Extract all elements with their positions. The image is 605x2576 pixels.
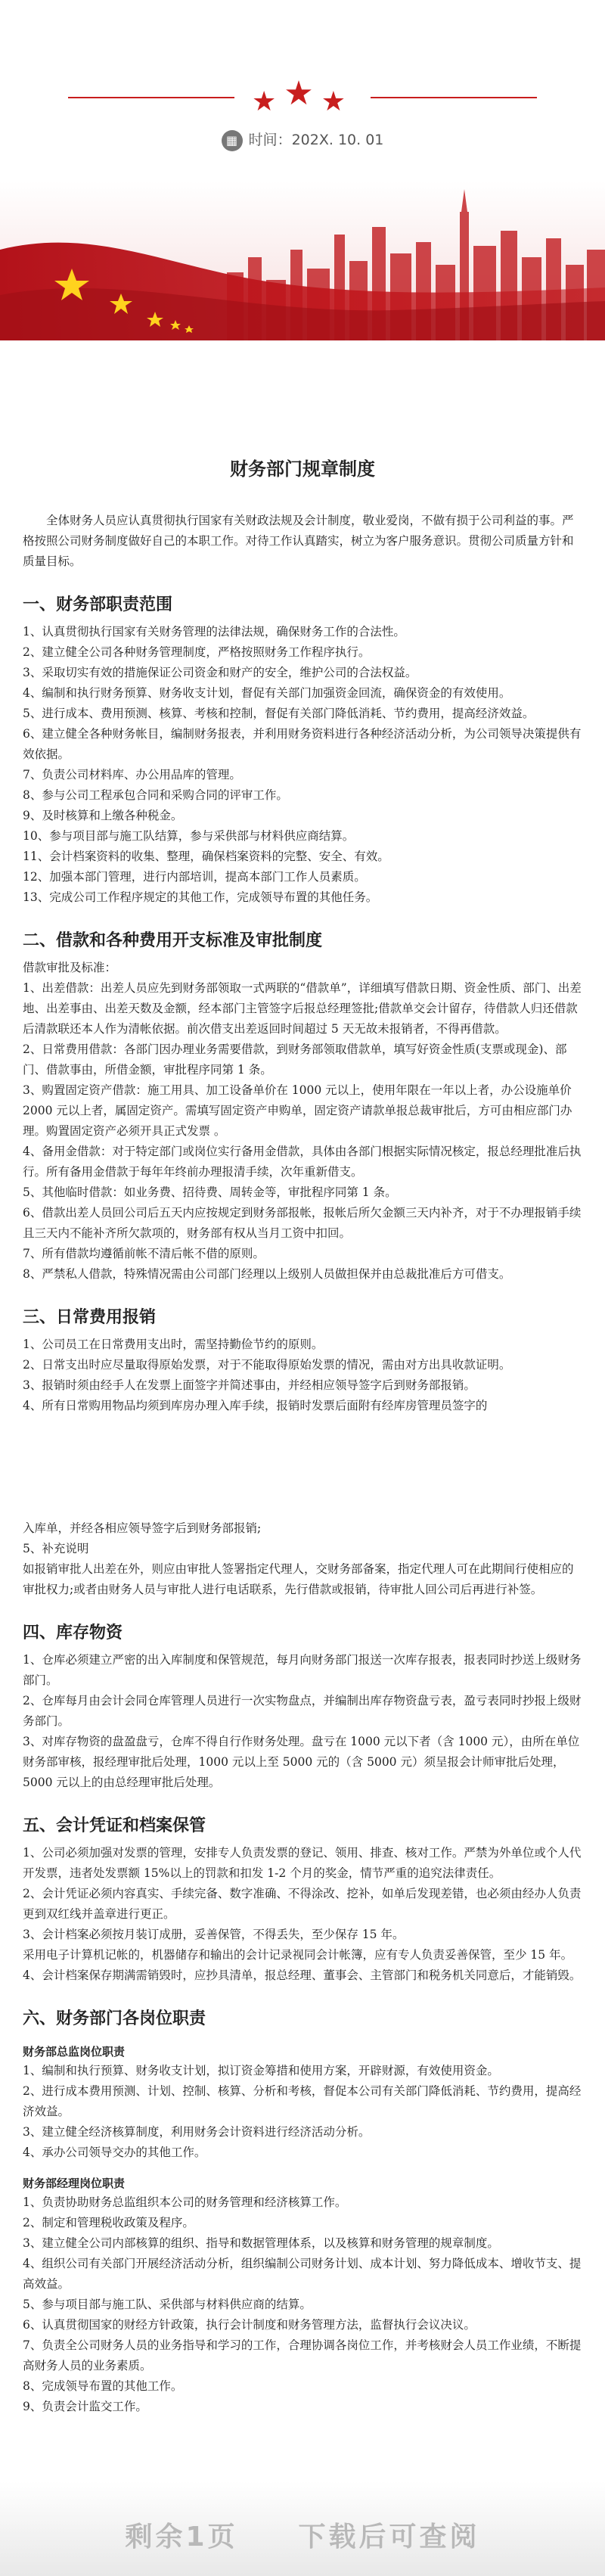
list-item: 1、出差借款：出差人员应先到财务部领取一式两联的“借款单”，详细填写借款日期、资金性质、部门、出差地、出差事由、出差天数及金额，经本部门主管签字后报总经理签批;借款单交会计留存，待借款人归还借款后清款联还本人作为清帐依据。前次借支出差返回时间超过 5 天无故未报销者，不得再借款。 (23, 981, 582, 1036)
list-item: 8、完成领导布置的其他工作。 (23, 2379, 183, 2393)
list-item: 3、采取切实有效的措施保证公司资金和财产的安全，维护公司的合法权益。 (23, 666, 417, 679)
list-item: 7、所有借款均遵循前帐不清后帐不借的原则。 (23, 1247, 265, 1260)
section-6a-list (23, 2061, 582, 2163)
list-item: 12、加强本部门管理，进行内部培训，提高本部门工作人员素质。 (23, 870, 366, 884)
list-item: 2、仓库每月由会计会同仓库管理人员进行一次实物盘点，并编制出库存物资盘亏表，盈亏表同时抄报上级财务部门。 (23, 1694, 582, 1728)
list-item: 6、认真贯彻国家的财经方针政策，执行会计制度和财务管理方法，监督执行会议决议。 (23, 2318, 476, 2332)
header-stars (0, 74, 605, 119)
list-item: 入库单，并经各相应领导签字后到财务部报销; (23, 1521, 262, 1535)
list-item: 9、负责会计监交工作。 (23, 2400, 147, 2413)
list-item: 2、日常费用借款：各部门因办理业务需要借款，到财务部领取借款单，填写好资金性质(支票或现金)、部门、借款事由，所借金额，审批程序同第 1 条。 (23, 1043, 567, 1077)
list-item: 5、进行成本、费用预测、核算、考核和控制，督促有关部门降低消耗、节约费用，提高经济效益。 (23, 707, 535, 720)
list-item: 1、认真贯彻执行国家有关财务管理的法律法规，确保财务工作的合法性。 (23, 625, 405, 639)
section-5-list (23, 1843, 582, 1986)
list-item: 3、购置固定资产借款：施工用具、加工设备单价在 1000 元以上，使用年限在一年以上者，办公设施单价 2000 元以上者，属固定资产。需填写固定资产申购单，固定资产请款单报总裁审批后，方可由相应部门办理。购置固定资产必须开具正式发票 。 (23, 1083, 572, 1138)
list-item: 3、报销时须由经手人在发票上面签字并简述事由，并经相应领导签字后到财务部报销。 (23, 1378, 476, 1392)
section-heading: 三、日常费用报销 (23, 1308, 157, 1327)
list-item: 1、仓库必须建立严密的出入库制度和保管规范，每月向财务部门报送一次库存报表，报表同时抄送上级财务部门。 (23, 1653, 582, 1687)
list-item: 4、备用金借款：对于特定部门或岗位实行备用金借款，具体由各部门根据实际情况核定，报总经理批准后执行。所有备用金借款于每年年终前办理报清手续，次年重新借支。 (23, 1145, 582, 1179)
list-item: 13、完成公司工作程序规定的其他工作，完成领导布置的其他任务。 (23, 890, 378, 904)
list-item: 8、严禁私人借款，特殊情况需由公司部门经理以上级别人员做担保并由总裁批准后方可借支。 (23, 1267, 511, 1281)
list-item: 4、编制和执行财务预算、财务收支计划，督促有关部门加强资金回流，确保资金的有效使用。 (23, 686, 511, 700)
list-item: 如报销审批人出差在外，则应由审批人签署指定代理人，交财务部备案，指定代理人可在此期间行使相应的审批权力;或者由财务人员与审批人进行电话联系，先行借款或报销，待审批人回公司后再进行补签。 (23, 1562, 574, 1596)
document-title: 财务部门规章制度 (230, 458, 375, 480)
intro-paragraph: 全体财务人员应认真贯彻执行国家有关财政法规及会计制度，敬业爱岗，不做有损于公司利益的事。严格按照公司财务制度做好自己的本职工作。对待工作认真踏实，树立为客户服务意识。贯彻公司质量方针和质量目标。 (23, 514, 574, 568)
list-item: 4、承办公司领导交办的其他工作。 (23, 2146, 206, 2159)
red-city-banner (0, 182, 605, 340)
star-icon: ★ (321, 86, 353, 117)
list-item: 2、进行成本费用预测、计划、控制、核算、分析和考核，督促本公司有关部门降低消耗、节约费用，提高经济效益。 (23, 2084, 582, 2118)
list-item: 6、建立健全各种财务帐目，编制财务报表，并利用财务资料进行各种经济活动分析，为公司领导决策提供有效依据。 (23, 727, 582, 761)
list-item: 6、借款出差人员回公司后五天内应按规定到财务部报帐，报帐后所欠金额三天内补齐，对于不办理报销手续且三天内不能补齐所欠款项的，财务部有权从当月工资中扣回。 (23, 1206, 582, 1240)
list-item: 3、对库存物资的盘盈盘亏，仓库不得自行作财务处理。盘亏在 1000 元以下者（含 1000 元），由所在单位财务部审核，报经理审批后处理，1000 元以上至 5000 元的（含 5000 元）须呈报会计师审批后处理，5000 元以上的由总经理审批后处理。 (23, 1735, 580, 1789)
section-2-list (23, 958, 582, 1285)
section-1-list (23, 622, 582, 908)
section-3-list (23, 1335, 582, 1600)
list-item: 2、日常支出时应尽量取得原始发票，对于不能取得原始发票的情况，需由对方出具收款证明。 (23, 1358, 511, 1372)
list-item: 5、补充说明 (23, 1542, 89, 1555)
list-item: 5、参与项目部与施工队、采供部与材料供应商的结算。 (23, 2298, 312, 2311)
list-item: 7、负责公司材料库、办公用品库的管理。 (23, 768, 241, 782)
list-item: 10、参与项目部与施工队结算，参与采供部与材料供应商结算。 (23, 829, 355, 843)
list-item: 1、编制和执行预算、财务收支计划，拟订资金筹措和使用方案，开辟财源，有效使用资金。 (23, 2064, 499, 2077)
section-heading: 六、财务部门各岗位职责 (23, 2009, 206, 2028)
list-item: 5、其他临时借款：如业务费、招待费、周转金等，审批程序同第 1 条。 (23, 1185, 397, 1199)
list-item: 4、所有日常购用物品均须到库房办理入库手续，报销时发票后面附有经库房管理员签字的 (23, 1399, 488, 1412)
remaining-pages-label: 剩余1页 (125, 2522, 238, 2553)
list-item: 4、组织公司有关部门开展经济活动分析，组织编制公司财务计划、成本计划、努力降低成本、增收节支、提高效益。 (23, 2257, 582, 2291)
list-item: 1、负责协助财务总监组织本公司的财务管理和经济核算工作。 (23, 2195, 347, 2209)
list-item: 借款审批及标准： (23, 961, 117, 974)
list-item: 3、建立健全公司内部核算的组织、指导和数据管理体系，以及核算和财务管理的规章制度。 (23, 2236, 499, 2250)
list-item: 9、及时核算和上缴各种税金。 (23, 809, 183, 822)
list-item: 7、负责全公司财务人员的业务指导和学习的工作，合理协调各岗位工作，并考核财会人员工作业绩，不断提高财务人员的业务素质。 (23, 2338, 582, 2372)
list-item: 8、参与公司工程承包合同和采购合同的评审工作。 (23, 788, 288, 802)
list-item: 11、会计档案资料的收集、整理，确保档案资料的完整、安全、有效。 (23, 850, 389, 863)
list-item: 1、公司必须加强对发票的管理，安排专人负责发票的登记、领用、排查、核对工作。严禁为外单位或个人代开发票，违者处发票额 15%以上的罚款和扣发 1-2 个月的奖金，情节严重的追究法律责任。 (23, 1846, 582, 1880)
list-item: 4、会计档案保存期满需销毁时，应抄具清单，报总经理、董事会、主管部门和税务机关同意后，才能销毁。 (23, 1969, 582, 1982)
footer-text (0, 2515, 605, 2554)
section-6b-list (23, 2192, 582, 2417)
list-item: 3、会计档案必须按月装订成册，妥善保管，不得丢失，至少保存 15 年。 (23, 1928, 405, 1941)
subsection-heading: 财务部经理岗位职责 (23, 2177, 126, 2190)
download-to-view-link[interactable]: 下载后可查阅 (298, 2522, 480, 2553)
star-icon: ★ (284, 74, 321, 113)
calendar-icon: ▦ (222, 130, 243, 151)
section-heading: 五、会计凭证和档案保管 (23, 1816, 206, 1835)
section-heading: 四、库存物资 (23, 1624, 123, 1642)
list-item: 2、会计凭证必须内容真实、手续完备、数字准确、不得涂改、挖补，如单后发现差错，也必须由经办人负责更到双红线并盖章进行更正。 (23, 1887, 582, 1921)
list-item: 2、制定和管理税收政策及程序。 (23, 2216, 194, 2230)
list-item: 3、建立健全经济核算制度，利用财务会计资料进行经济活动分析。 (23, 2125, 371, 2139)
page-gap (23, 1416, 582, 1518)
star-icon: ★ (251, 86, 284, 117)
list-item: 2、建立健全公司各种财务管理制度，严格按照财务工作程序执行。 (23, 645, 371, 659)
date-label: 时间：202X. 10. 01 (248, 132, 384, 148)
section-heading: 一、财务部职责范围 (23, 595, 173, 614)
document-body (23, 454, 582, 2417)
section-heading: 二、借款和各种费用开支标准及审批制度 (23, 931, 323, 950)
header (0, 0, 605, 340)
list-item: 采用电子计算机记帐的，机器储存和输出的会计记录视同会计帐簿，应有专人负责妥善保管，至少 15 年。 (23, 1948, 573, 1962)
download-footer[interactable] (0, 2481, 605, 2576)
subsection-heading: 财务部总监岗位职责 (23, 2045, 126, 2059)
list-item: 1、公司员工在日常费用支出时，需坚持勤俭节约的原则。 (23, 1338, 324, 1351)
section-4-list (23, 1650, 582, 1793)
date-row (0, 129, 605, 151)
